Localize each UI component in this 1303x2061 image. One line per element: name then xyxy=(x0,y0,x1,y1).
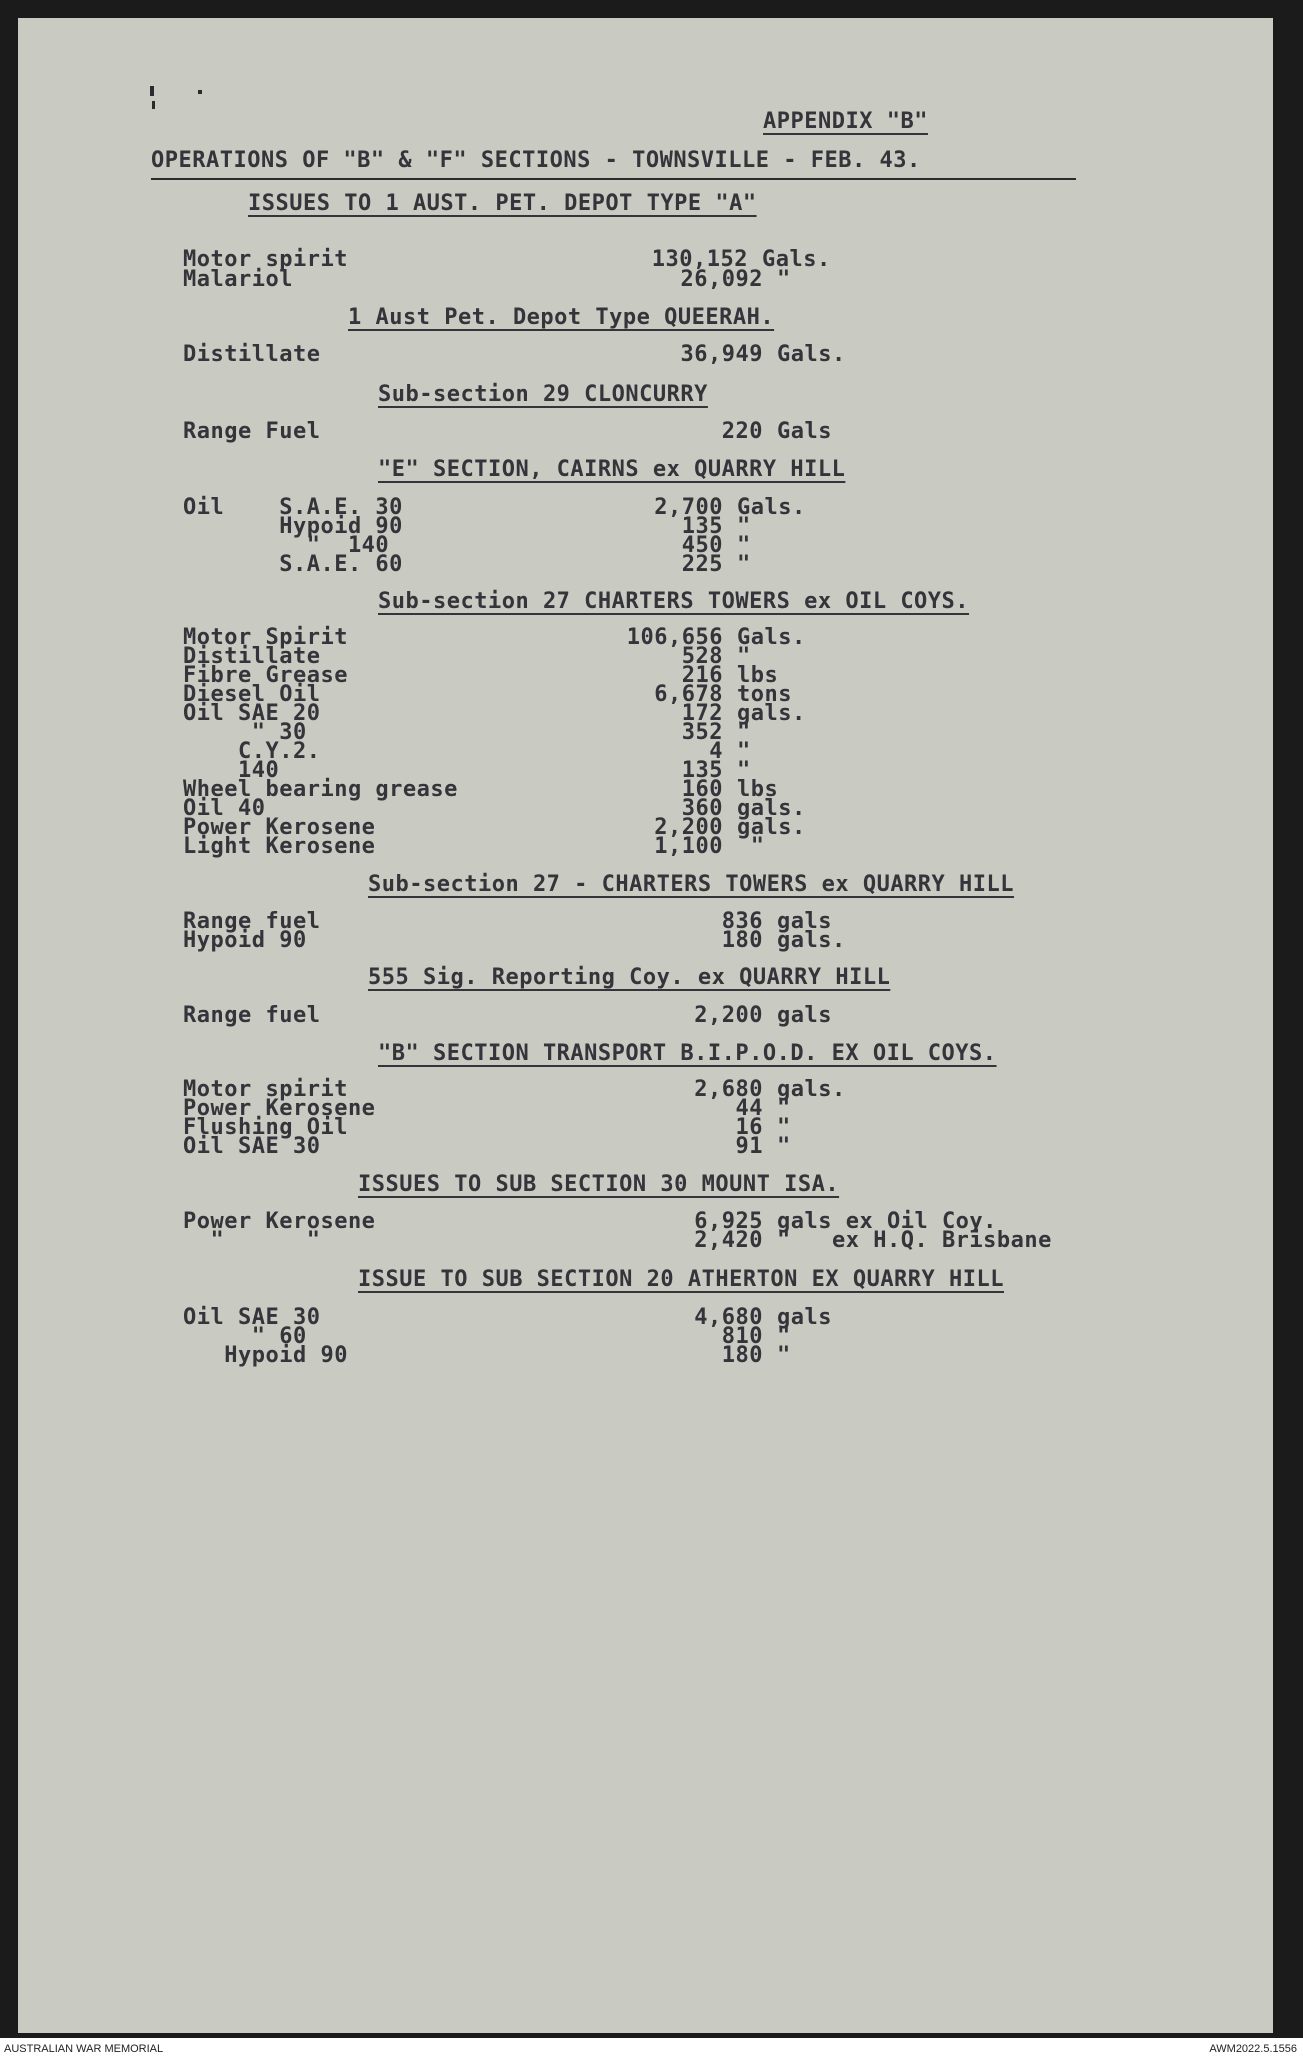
item-unit: lbs xyxy=(737,777,779,802)
item-quantity: 180 xyxy=(721,928,763,953)
item-quantity: 360 xyxy=(681,796,723,821)
item-name: Hypoid 90 xyxy=(183,514,403,539)
item-quantity: 6,925 xyxy=(694,1209,763,1234)
item-name: Motor spirit xyxy=(183,1077,348,1102)
item-quantity: 352 xyxy=(681,720,723,745)
item-quantity: 225 xyxy=(681,552,723,577)
item-unit: " xyxy=(737,644,751,669)
item-quantity: 6,678 xyxy=(654,682,723,707)
item-quantity: 216 xyxy=(681,663,723,688)
item-unit: Gals. xyxy=(777,342,846,367)
item-name: Range fuel xyxy=(183,1003,321,1028)
item-unit: gals ex Oil Coy. xyxy=(777,1209,997,1234)
item-quantity: 2,680 xyxy=(694,1077,763,1102)
item-quantity: 135 xyxy=(681,758,723,783)
item-quantity: 36,949 xyxy=(680,342,763,367)
item-name: Motor Spirit xyxy=(183,625,348,650)
item-name: Fibre Grease xyxy=(183,663,348,688)
item-name: Power Kerosene xyxy=(183,1096,376,1121)
document-page xyxy=(18,18,1273,2033)
item-name: Oil SAE 30 xyxy=(183,1134,321,1159)
item-name: Hypoid 90 xyxy=(183,1343,348,1368)
item-unit: gals. xyxy=(737,701,806,726)
item-quantity: 4 xyxy=(709,739,723,764)
item-quantity: 26,092 xyxy=(680,267,763,292)
item-unit: Gals. xyxy=(762,247,831,272)
item-name: Diesel Oil xyxy=(183,682,321,707)
item-unit: " xyxy=(737,720,751,745)
appendix-label: APPENDIX "B" xyxy=(763,109,928,134)
item-unit: Gals. xyxy=(737,625,806,650)
item-quantity: 160 xyxy=(681,777,723,802)
item-quantity: 528 xyxy=(681,644,723,669)
item-name: " 140 xyxy=(183,533,390,558)
item-quantity: 106,656 xyxy=(626,625,723,650)
ink-mark xyxy=(152,101,155,109)
item-unit: " xyxy=(777,1343,791,1368)
item-name: Oil SAE 30 xyxy=(183,1305,321,1330)
item-quantity: 2,700 xyxy=(654,495,723,520)
item-quantity: 220 xyxy=(721,419,763,444)
footer-right: AWM2022.5.1556 xyxy=(1209,2043,1297,2055)
item-unit: " xyxy=(737,533,751,558)
section-heading: Sub-section 27 CHARTERS TOWERS ex OIL COYS. xyxy=(378,589,970,614)
item-quantity: 836 xyxy=(721,909,763,934)
section-heading: "E" SECTION, CAIRNS ex QUARRY HILL xyxy=(378,457,846,482)
item-name: Motor spirit xyxy=(183,247,348,272)
item-quantity: 130,152 xyxy=(651,247,748,272)
section-heading: ISSUES TO 1 AUST. PET. DEPOT TYPE "A" xyxy=(248,191,757,216)
item-unit: " xyxy=(737,514,751,539)
title-underline xyxy=(151,178,1076,180)
section-heading: ISSUES TO SUB SECTION 30 MOUNT ISA. xyxy=(358,1172,840,1197)
item-name: Range fuel xyxy=(183,909,321,934)
section-heading: Sub-section 27 - CHARTERS TOWERS ex QUARRY HILL xyxy=(368,872,1015,897)
item-quantity: 2,200 xyxy=(654,815,723,840)
item-name: S.A.E. 60 xyxy=(183,552,403,577)
item-name: Oil S.A.E. 30 xyxy=(183,495,403,520)
item-quantity: 810 xyxy=(721,1324,763,1349)
document-title: OPERATIONS OF "B" & "F" SECTIONS - TOWNSVILLE - FEB. 43. xyxy=(151,148,921,173)
section-heading: ISSUE TO SUB SECTION 20 ATHERTON EX QUARRY HILL xyxy=(358,1267,1005,1292)
item-unit: " xyxy=(737,758,751,783)
item-name: Hypoid 90 xyxy=(183,928,307,953)
ink-mark xyxy=(150,86,154,96)
item-quantity: 450 xyxy=(681,533,723,558)
item-unit: gals. xyxy=(737,796,806,821)
item-unit: Gals. xyxy=(737,495,806,520)
item-unit: " xyxy=(777,1115,791,1140)
item-unit: gals. xyxy=(777,1077,846,1102)
item-unit: " xyxy=(737,739,751,764)
item-unit: lbs xyxy=(737,663,779,688)
item-name: C.Y.2. xyxy=(183,739,321,764)
item-name: " 60 xyxy=(183,1324,307,1349)
item-quantity: 2,200 xyxy=(694,1003,763,1028)
item-unit: tons xyxy=(737,682,792,707)
footer-left: AUSTRALIAN WAR MEMORIAL xyxy=(4,2043,164,2055)
archive-footer xyxy=(0,2038,1303,2061)
item-name: Distillate xyxy=(183,644,321,669)
item-name: " " xyxy=(183,1228,321,1253)
item-unit: gals xyxy=(777,1003,832,1028)
item-name: Flushing Oil xyxy=(183,1115,348,1140)
item-unit: " xyxy=(737,552,751,577)
item-unit: " xyxy=(777,1324,791,1349)
item-name: Oil SAE 20 xyxy=(183,701,321,726)
item-quantity: 135 xyxy=(681,514,723,539)
section-heading: "B" SECTION TRANSPORT B.I.P.O.D. EX OIL COYS. xyxy=(378,1041,997,1066)
item-unit: " xyxy=(777,1134,791,1159)
item-name: " 30 xyxy=(183,720,307,745)
item-quantity: 1,100 xyxy=(654,834,723,859)
item-quantity: 91 xyxy=(735,1134,763,1159)
item-unit: gals. xyxy=(737,815,806,840)
section-heading: 1 Aust Pet. Depot Type QUEERAH. xyxy=(348,305,775,330)
item-quantity: 44 xyxy=(735,1096,763,1121)
item-name: 140 xyxy=(183,758,280,783)
section-heading: 555 Sig. Reporting Coy. ex QUARRY HILL xyxy=(368,965,891,990)
item-name: Distillate xyxy=(183,342,321,367)
item-name: Oil 40 xyxy=(183,796,266,821)
item-name: Malariol xyxy=(183,267,293,292)
item-name: Light Kerosene xyxy=(183,834,376,859)
item-unit: " xyxy=(737,834,765,859)
item-unit: gals. xyxy=(777,928,846,953)
item-unit: " xyxy=(777,267,791,292)
item-quantity: 2,420 xyxy=(694,1228,763,1253)
section-heading: Sub-section 29 CLONCURRY xyxy=(378,382,708,407)
item-quantity: 4,680 xyxy=(694,1305,763,1330)
item-unit: Gals xyxy=(777,419,832,444)
item-quantity: 180 xyxy=(721,1343,763,1368)
item-quantity: 16 xyxy=(735,1115,763,1140)
item-unit: gals xyxy=(777,1305,832,1330)
item-name: Range Fuel xyxy=(183,419,321,444)
item-name: Power Kerosene xyxy=(183,1209,376,1234)
ink-mark xyxy=(198,90,202,94)
item-unit: " ex H.Q. Brisbane xyxy=(777,1228,1052,1253)
item-name: Wheel bearing grease xyxy=(183,777,458,802)
item-unit: gals xyxy=(777,909,832,934)
item-unit: " xyxy=(777,1096,791,1121)
item-name: Power Kerosene xyxy=(183,815,376,840)
item-quantity: 172 xyxy=(681,701,723,726)
